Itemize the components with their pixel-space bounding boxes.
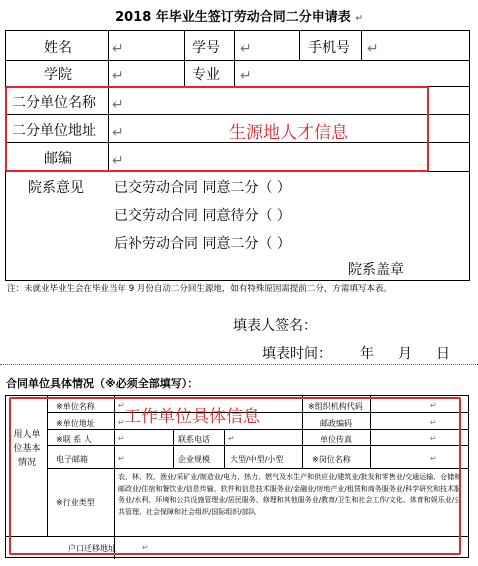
name-field[interactable]: ↵ (112, 41, 124, 57)
month-label: 月 (398, 346, 412, 362)
note-text: 注：未就业毕业生会在毕业当年 9 月份自动二分回生源地，如有特殊原因需提前二分，方需填写本表。 (7, 284, 392, 294)
source-info-highlight (5, 86, 429, 172)
contact-phone-label: 联系电话 (178, 435, 210, 444)
org-code-field[interactable]: ↵ (430, 401, 437, 410)
contact-phone-field[interactable]: ↵ (228, 434, 235, 443)
section2-title: 合同单位具体情况（※必须全部填写）： (6, 377, 199, 390)
major-label: 专业 (192, 67, 220, 83)
name-label: 姓名 (44, 40, 72, 56)
dept-opinion-label: 院系意见 (28, 180, 84, 196)
contact-field[interactable]: ↵ (118, 434, 125, 443)
option-supplement-assign[interactable]: 后补劳动合同 同意二分（ ） (114, 236, 291, 252)
option-agree-pending[interactable]: 已交劳动合同 同意待分（ ） (114, 208, 291, 224)
college-field[interactable]: ↵ (112, 68, 124, 84)
postcode-label: 邮编 (44, 151, 72, 167)
option-agree-assign[interactable]: 已交劳动合同 同意二分（ ） (114, 180, 291, 196)
year-label: 年 (360, 346, 374, 362)
position-label: ※岗位名称 (312, 455, 351, 464)
page-title: 2018 年毕业生签订劳动合同二分申请表 ↵ (115, 10, 363, 25)
contact-label: ※联 系 人 (56, 435, 92, 444)
unit-address-field[interactable]: ↵ (118, 418, 125, 427)
employer-address-label: 二分单位地址 (12, 123, 96, 139)
day-label: 日 (436, 346, 450, 362)
industry-label: ※行业类型 (56, 498, 95, 507)
org-code-label: ※组织机构代码 (308, 402, 363, 411)
divider-line (0, 364, 478, 365)
source-info-annotation: 生源地人才信息 (229, 123, 348, 143)
fax-label: 单位传真 (320, 435, 352, 444)
company-side-label: 用人单位基本情况 (13, 430, 41, 468)
email-field[interactable]: ↵ (118, 454, 125, 463)
postcode-label-2: 邮政编码 (320, 419, 352, 428)
work-info-annotation: 工作单位具体信息 (124, 407, 260, 427)
phone-field[interactable]: ↵ (367, 41, 379, 57)
unit-name-field[interactable]: ↵ (118, 401, 125, 410)
phone-label: 手机号 (308, 40, 350, 56)
employer-address-field[interactable]: ↵ (112, 125, 124, 141)
hukou-address-label: 户口迁移地址 (68, 544, 116, 553)
dept-stamp-label: 院系盖章 (348, 262, 404, 278)
employer-name-label: 二分单位名称 (12, 95, 96, 111)
major-field[interactable]: ↵ (240, 68, 252, 84)
college-label: 学院 (44, 67, 72, 83)
hukou-address-field[interactable]: ↵ (142, 543, 149, 552)
industry-options[interactable]: 农、林、牧、渔业/采矿业/制造业/电力、热力、燃气及水生产和供应业/建筑业/批发和零售业/交通运输、仓储和邮政业/住宿和餐饮业/信息传输、软件和信息技术服务业/金融业/房地产业/租赁和商务服务业/科学研究和技术服务业/水利、环境和公共设施管理业/居民服务、修理和其他服务业/教育/卫生和社会工作/文化、体育和娱乐业/公共管理、社会保障和社会组织/国际组织/部队 (118, 473, 462, 516)
scale-label: 企业规模 (178, 455, 210, 464)
filler-signature-label: 填表人签名： (233, 318, 317, 334)
fill-date-label: 填表时间： (262, 346, 332, 362)
position-field[interactable]: ↵ (430, 454, 437, 463)
size-options[interactable]: 大型/中型/小型 (230, 455, 284, 464)
employer-name-field[interactable]: ↵ (112, 97, 124, 113)
fax-field[interactable]: ↵ (430, 434, 437, 443)
postcode-field-2[interactable]: ↵ (430, 418, 437, 427)
unit-address-label: ※单位地址 (56, 419, 95, 428)
postcode-field[interactable]: ↵ (112, 153, 124, 169)
unit-name-label: ※单位名称 (56, 402, 95, 411)
student-id-field[interactable]: ↵ (240, 41, 252, 57)
student-id-label: 学号 (192, 40, 220, 56)
email-label: 电子邮箱 (56, 455, 88, 464)
